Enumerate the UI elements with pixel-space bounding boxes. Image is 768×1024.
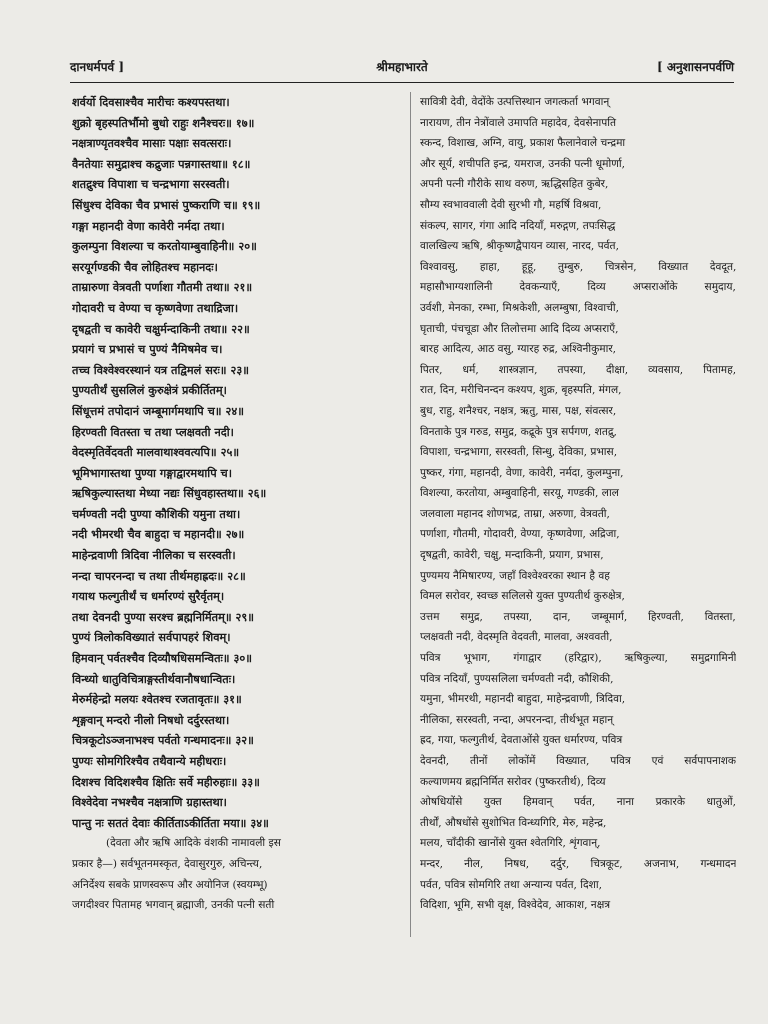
verse-line: ताम्रारुणा वेत्रवती पर्णाशा गौतमी तथा॥ २१॥ <box>72 280 253 295</box>
verse-line: सिंधूत्तमं तपोदानं जम्बूमार्गमथापि च॥ २४॥ <box>72 403 245 418</box>
translation-line: पुष्कर, गंगा, महानदी, वेणा, कावेरी, नर्मदा, कुलम्पुना, <box>420 466 624 479</box>
header-center: श्रीमहाभारते <box>376 60 428 74</box>
verse-line: मेरुर्महेन्द्रो मलयः श्वेतश्च रजतावृतः॥ ३१॥ <box>72 692 242 707</box>
verse-line: वेदस्मृतिर्वेदवती मालवाथाश्ववत्यपि॥ २५॥ <box>72 445 240 460</box>
translation-line: ह्रद, गया, फल्गुतीर्थ, देवताओंसे युक्त धर्मारण्य, पवित्र <box>420 734 623 747</box>
translation-line: मन्दर, नील, निषध, दर्दुर, चित्रकूट, अजनाभ, गन्धमादन <box>420 857 736 870</box>
verse-line: दिशश्च विदिशश्चैव क्षितिः सर्वे महीरुहाः॥ ३३॥ <box>72 774 260 789</box>
translation-line: पुण्यमय नैमिषारण्य, जहाँ विश्वेश्वरका स्थान है वह <box>420 569 610 582</box>
verse-line: नन्दा चापरनन्दा च तथा तीर्थमहाह्रदः॥ २८॥ <box>72 568 246 583</box>
verse-line: शुक्रो बृहस्पतिर्भौमो बुधो राहुः शनैश्चरः॥ १७॥ <box>72 115 255 130</box>
verse-line: पुण्यः सोमगिरिश्चैव तथैवान्ये महीधराः। <box>72 754 227 768</box>
verse-line: गोदावरी च वेण्या च कृष्णवेणा तथाद्रिजा। <box>72 300 239 315</box>
prose-line: जगदीश्वर पितामह भगवान् ब्रह्माजी, उनकी पत्नी सती <box>72 899 275 912</box>
verse-line: गङ्गा महानदी वेणा कावेरी नर्मदा तथा। <box>72 218 225 233</box>
translation-line: नारायण, तीन नेत्रोंवाले उमापति महादेव, देवसेनापति <box>420 116 617 129</box>
translation-line: सावित्री देवी, वेदोंके उत्पत्तिस्थान जगत्कर्ता भगवान् <box>420 96 610 108</box>
translation-line: विश्वावसु, हाहा, हूहू, तुम्बुरु, चित्रसेन, विख्यात देवदूत, <box>420 260 736 273</box>
prose-line: प्रकार है—) सर्वभूतनमस्कृत, देवासुरगुरु, अचिन्त्य, <box>72 857 263 870</box>
verse-line: नक्षत्राण्यृतवश्चैव मासाः पक्षाः सवत्सराः। <box>72 136 232 151</box>
right-column <box>420 92 736 916</box>
verse-line: विन्ध्यो धातुविचित्राङ्गस्तीर्थवानौषधान्वितः। <box>72 671 236 686</box>
translation-line: विनताके पुत्र गरुड, समुद्र, कद्रूके पुत्र सर्पगण, शतद्रु, <box>420 425 617 438</box>
verse-line: विश्वेदेवा नभश्चैव नक्षत्राणि ग्रहास्तथा। <box>72 795 227 810</box>
verse-line: शतद्रुश्च विपाशा च चन्द्रभागा सरस्वती। <box>72 177 230 192</box>
translation-line: सौम्य स्वभाववाली देवी सुरभी गौ, महर्षि विश्रवा, <box>420 198 602 211</box>
verse-line: शृङ्गवान् मन्दरो नीलो निषधो दर्दुरस्तथा। <box>72 712 230 727</box>
prose-line: अनिर्देश्य सबके प्राणस्वरूप और अयोनिज (स्वयम्भू) <box>72 878 268 891</box>
translation-line: यमुना, भीमरथी, महानदी बाहुदा, माहेन्द्रवाणी, त्रिदिवा, <box>420 693 626 706</box>
translation-line: ओषधियोंसे युक्त हिमवान् पर्वत, नाना प्रकारके धातुओं, <box>420 796 736 809</box>
verse-line: सरयूर्गण्डकी चैव लोहितश्च महानदः। <box>72 259 218 274</box>
translation-line: उर्वशी, मेनका, रम्भा, मिश्रकेशी, अलम्बुषा, विश्वाची, <box>420 301 620 314</box>
verse-line: माहेन्द्रवाणी त्रिदिवा नीलिका च सरस्वती। <box>72 548 236 563</box>
verse-line: चर्मण्वती नदी पुण्या कौशिकी यमुना तथा। <box>72 506 241 521</box>
verse-line: तथा देवनदी पुण्या सरश्च ब्रह्मनिर्मितम्॥ २९॥ <box>72 609 255 624</box>
translation-line: घृताची, पंचचूडा और तिलोत्तमा आदि दिव्य अप्सराएँ, <box>420 322 619 335</box>
translation-line: विशल्या, करतोया, अम्बुवाहिनी, सरयू, गण्डकी, लाल <box>420 487 619 500</box>
translation-line: पर्णाशा, गौतमी, गोदावरी, वेण्या, कृष्णवेणा, अद्रिजा, <box>420 528 620 541</box>
translation-line: रात, दिन, मरीचिनन्दन कश्यप, शुक्र, बृहस्पति, मंगल, <box>420 384 622 397</box>
verse-line: सिंधुश्च देविका चैव प्रभासं पुष्कराणि च॥ १९॥ <box>72 197 261 212</box>
running-header <box>70 52 734 83</box>
verse-line: प्रयागं च प्रभासं च पुण्यं नैमिषमेव च। <box>72 342 223 357</box>
translation-line: संकल्प, सागर, गंगा आदि नदियाँ, मरुद्गण, तपःसिद्ध <box>420 219 616 232</box>
verse-line: पुण्यतीर्थं सुसलिलं कुरुक्षेत्रं प्रकीर्तितम्। <box>72 383 227 398</box>
verse-line: पान्तु नः सततं देवाः कीर्तिताऽकीर्तिता मया॥ ३४॥ <box>72 815 269 830</box>
translation-line: जलवाला महानद शोणभद्र, ताम्रा, अरुणा, वेत्रवती, <box>420 507 610 520</box>
translation-line: अपनी पत्नी गौरीके साथ वरुण, ऋद्धिसहित कुबेर, <box>420 178 609 191</box>
translation-line: देवनदी, तीनों लोकोंमें विख्यात, पवित्र एवं सर्वपापनाशक <box>420 755 736 767</box>
translation-line: मलय, चाँदीकी खानोंसे युक्त श्वेतगिरि, शृंगवान्, <box>420 837 601 850</box>
verse-line: हिमवान् पर्वतश्चैव दिव्यौषधिसमन्वितः॥ ३०॥ <box>72 651 252 666</box>
translation-line: बुध, राहु, शनैश्चर, नक्षत्र, ऋतु, मास, पक्ष, संवत्सर, <box>420 404 617 417</box>
translation-line: पवित्र भूभाग, गंगाद्वार (हरिद्वार), ऋषिकुल्या, समुद्रगामिनी <box>420 652 736 665</box>
verse-line: गयाथ फल्गुतीर्थं च धर्मारण्यं सुरैर्वृतम्। <box>72 589 225 604</box>
translation-line: वालखिल्य ऋषि, श्रीकृष्णद्वैपायन व्यास, नारद, पर्वत, <box>420 240 619 253</box>
translation-line: विदिशा, भूमि, सभी वृक्ष, विश्वेदेव, आकाश, नक्षत्र <box>420 899 611 912</box>
translation-line: स्कन्द, विशाख, अग्नि, वायु, प्रकाश फैलानेवाले चन्द्रमा <box>420 137 626 150</box>
verse-line: दृषद्वती च कावेरी चक्षुर्मन्दाकिनी तथा॥ २२॥ <box>72 321 250 336</box>
translation-line: पर्वत, पवित्र सोमगिरि तथा अन्यान्य पर्वत, दिशा, <box>420 878 602 891</box>
verse-line: वैनतेयाः समुद्राश्च कद्रुजाः पन्नगास्तथा॥ १८॥ <box>72 156 251 171</box>
left-column <box>72 92 404 916</box>
translation-line: पवित्र नदियाँ, पुण्यसलिला चर्मण्वती नदी, कौशिकी, <box>420 672 614 685</box>
translation-line: पितर, धर्म, शास्त्रज्ञान, तपस्या, दीक्षा, व्यवसाय, पितामह, <box>420 363 736 376</box>
header-left: दानधर्मपर्व ] <box>70 60 125 74</box>
verse-line: हिरण्वती वितस्ता च तथा प्लक्षवती नदी। <box>72 424 234 439</box>
verse-line: नदी भीमरथी चैव बाहुदा च महानदी॥ २७॥ <box>72 527 245 542</box>
verse-line: ऋषिकुल्यास्तथा मेध्या नद्यः सिंधुवहास्तथा॥ २६॥ <box>72 486 267 501</box>
verse-line: चित्रकूटोऽञ्जनाभश्च पर्वतो गन्धमादनः॥ ३२॥ <box>72 733 254 748</box>
translation-line: महासौभाग्यशालिनी देवकन्याएँ, दिव्य अप्सराओंके समुदाय, <box>420 281 736 294</box>
verse-line: भूमिभागास्तथा पुण्या गङ्गाद्वारमथापि च। <box>72 465 232 480</box>
verse-line: तच्च विश्वेश्वरस्थानं यत्र तद्विमलं सरः॥ २३॥ <box>72 362 249 377</box>
prose-line: (देवता और ऋषि आदिके वंशकी नामावली इस <box>106 837 281 850</box>
translation-line: उत्तम समुद्र, तपस्या, दान, जम्बूमार्ग, हिरण्वती, वितस्ता, <box>420 610 736 623</box>
translation-line: नीलिका, सरस्वती, नन्दा, अपरनन्दा, तीर्थभूत महान् <box>420 713 614 726</box>
verse-line: शर्वर्यो दिवसाश्चैव मारीचः कश्यपस्तथा। <box>72 95 230 109</box>
translation-line: विपाशा, चन्द्रभागा, सरस्वती, सिन्धु, देविका, प्रभास, <box>420 446 618 459</box>
translation-line: तीर्थों, औषधोंसे सुशोभित विन्ध्यगिरि, मेरु, महेन्द्र, <box>420 816 607 829</box>
column-divider <box>410 92 411 937</box>
translation-line: विमल सरोवर, स्वच्छ सलिलसे युक्त पुण्यतीर्थ कुरुक्षेत्र, <box>420 590 625 603</box>
translation-line: दृषद्वती, कावेरी, चक्षु, मन्दाकिनी, प्रयाग, प्रभास, <box>420 549 604 562</box>
verse-line: कुलम्पुना विशल्या च करतोयाम्बुवाहिनी॥ २०॥ <box>72 239 257 254</box>
header-right: [ अनुशासनपर्वणि <box>657 60 734 74</box>
translation-line: और सूर्य, शचीपति इन्द्र, यमराज, उनकी पत्नी धूमोर्णा, <box>420 157 625 170</box>
translation-line: कल्याणमय ब्रह्मनिर्मित सरोवर (पुष्करतीर्थ), दिव्य <box>420 775 606 788</box>
verse-line: पुण्यं त्रिलोकविख्यातं सर्वपापहरं शिवम्। <box>72 630 231 645</box>
translation-line: प्लक्षवती नदी, वेदस्मृति वेदवती, मालवा, अश्ववती, <box>420 631 613 644</box>
translation-line: बारह आदित्य, आठ वसु, ग्यारह रुद्र, अश्विनीकुमार, <box>420 343 617 356</box>
